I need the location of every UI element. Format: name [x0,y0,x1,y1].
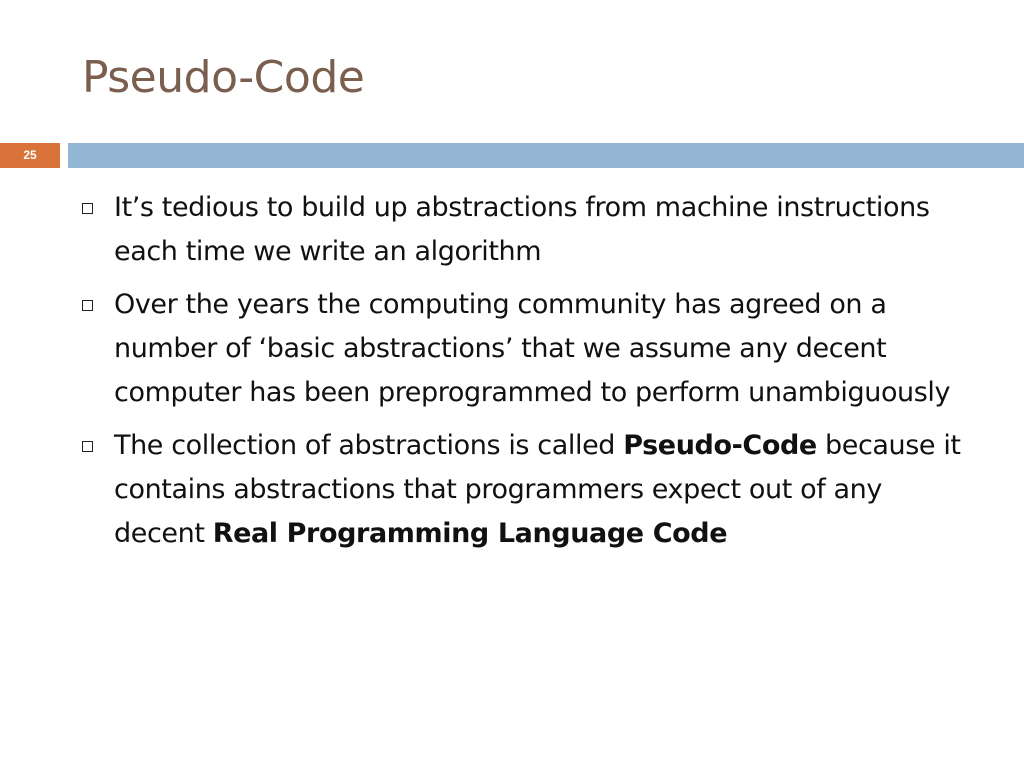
bold-term-real-programming-language-code: Real Programming Language Code [212,518,728,549]
square-bullet-icon [82,203,93,214]
bullet-text-part: The collection of abstractions is called [114,430,624,461]
bold-term-pseudo-code: Pseudo-Code [623,430,817,461]
square-bullet-icon [82,300,93,311]
slide-number: 25 [0,143,60,168]
bullet-text [114,424,974,556]
bullet-text: Over the years the computing community has agreed on a number of ‘basic abstractions’ that we assume any decent computer has been preprogrammed to perform unambiguously [114,289,951,408]
square-bullet-icon [82,441,93,452]
bullet-item [82,283,982,415]
bullet-text-part: because it contains abstractions that programmers expect out of any decent [114,430,961,549]
accent-bar [68,143,1024,168]
bullet-item [82,424,982,556]
slide-title: Pseudo-Code [82,52,365,103]
bullet-item [82,186,982,274]
bullet-list [82,186,982,565]
bullet-text: It’s tedious to build up abstractions from machine instructions each time we write an algorithm [114,192,930,267]
